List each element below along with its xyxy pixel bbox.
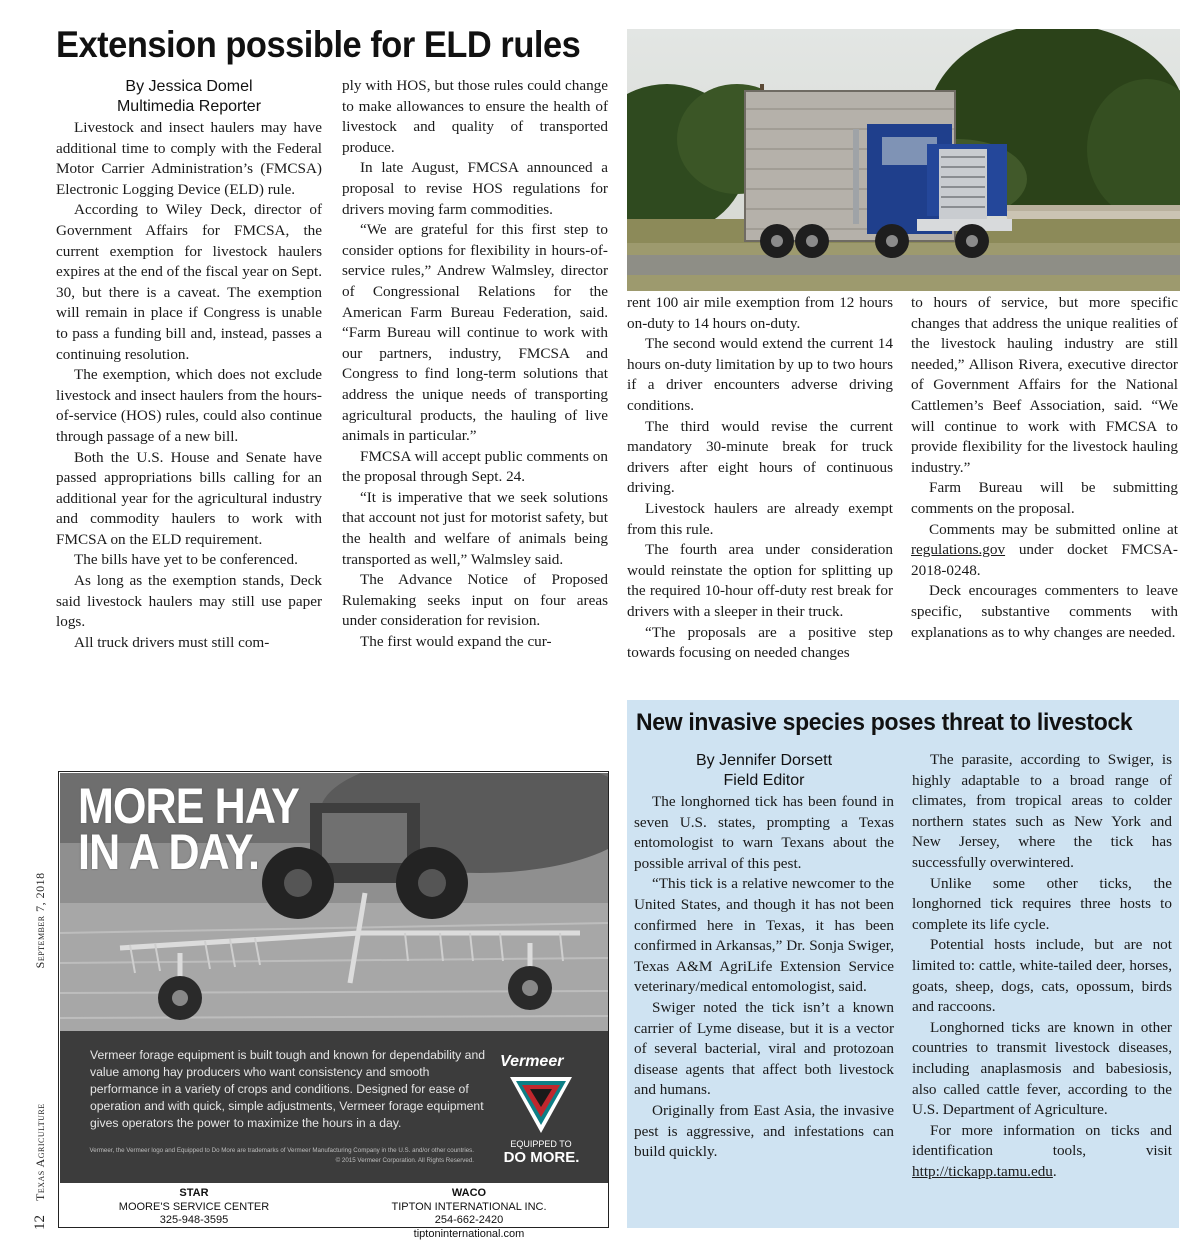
byline-story2: [634, 751, 894, 791]
vermeer-tagline-1: EQUIPPED TO: [510, 1139, 572, 1149]
paragraph: All truck drivers must still com-: [74, 633, 270, 651]
page-number: 12: [32, 1215, 48, 1230]
dealer-phone: 325-948-3595: [159, 1214, 229, 1226]
paragraph: ply with HOS, but those rules could change to make allowances to ensure the health of livestock and quality of transported produce.: [342, 77, 608, 156]
paragraph: Farm Bureau will be submitting comments on the proposal.: [911, 479, 1178, 517]
paragraph: Longhorned ticks are known in other countries to transmit livestock diseases, including anaplasmosis and babesiosis, also called cattle fever, according to the U.S. Department of Agriculture.: [912, 1018, 1172, 1119]
story1-column-1: [56, 118, 322, 653]
story2-column-1: [634, 792, 894, 1163]
paragraph: The first would expand the cur-: [360, 633, 552, 651]
paragraph: The Advance Notice of Proposed Rulemaking seeks input on four areas under consideration for revision.: [342, 571, 608, 630]
dealer-star: [84, 1187, 304, 1228]
paragraph: to hours of service, but more specific changes that address the unique realities of the livestock hauling industry are still needed,” Allison Rivera, executive director of Government Affairs for the National Cattlemen’s Beef Association, said. “We will continue to work with FMCSA to provide flexibility for the livestock hauling industry.”: [911, 294, 1178, 476]
paragraph: “This tick is a relative newcomer to the United States, and though it has not been confirmed here in Texas, it has been confirmed in Arkansas,” Dr. Sonja Swiger, Texas A&M AgriLife Extension Service veterinary/medical entomologist, said.: [634, 875, 894, 996]
byline-story1: [56, 77, 322, 117]
ad-copy-panel: [60, 1031, 608, 1183]
paragraph: The fourth area under consideration would reinstate the option for splitting up the required 10-hour off-duty rest break for drivers with a sleeper in their truck.: [627, 541, 893, 620]
tick-story-box: [627, 700, 1179, 1228]
paragraph: FMCSA will accept public comments on the proposal through Sept. 24.: [342, 447, 608, 486]
paragraph: “The proposals are a positive step towards focusing on needed changes: [627, 623, 893, 662]
byline-title: Multimedia Reporter: [116, 98, 262, 115]
headline-eld: Extension possible for ELD rules: [56, 24, 581, 65]
ad-headline: [78, 778, 299, 880]
headline-tick: New invasive species poses threat to livestock: [636, 709, 1133, 736]
regulations-link[interactable]: regulations.gov: [911, 541, 1006, 559]
byline-name: By Jennifer Dorsett: [695, 752, 833, 769]
paragraph: Swiger noted the tick isn’t a known carrier of Lyme disease, but it is a vector of several bacterial, viral and protozoan disease agents that affect both livestock and humans.: [634, 998, 894, 1099]
dealer-phone: 254-662-2420: [434, 1214, 504, 1226]
paragraph: The bills have yet to be conferenced.: [74, 551, 298, 569]
paragraph: Both the U.S. House and Senate have passed appropriations bills calling for an additional year for the agricultural industry and commodity haulers to work with FMCSA on the ELD requirement.: [56, 448, 322, 548]
livestock-truck-photo: [627, 29, 1180, 291]
dealer-city: STAR: [179, 1187, 209, 1199]
paragraph-more-info: [912, 1121, 1172, 1183]
tickapp-link[interactable]: http://tickapp.tamu.edu: [912, 1162, 1053, 1180]
publication-name: Texas Agriculture: [33, 1103, 47, 1201]
paragraph: “We are grateful for this first step to consider options for flexibility in hours-of-service rules,” Andrew Walmsley, director of Congressional Relations for the American Farm Bureau Federation, said. “Farm Bureau will continue to work with our partners, industry, FMCSA and Congress to find long-term solutions that address the unique needs of transporting agricultural products, the hauling of live animals in particular.”: [342, 221, 608, 445]
story2-column-2: [912, 750, 1172, 1182]
dealer-name: MOORE'S SERVICE CENTER: [118, 1200, 270, 1213]
ad-body-copy: Vermeer forage equipment is built tough and known for dependability and value among hay producers who want consistency and smooth performance in a variety of crops and conditions. Designed for ease of operation and with quick, simple adjustments, Vermeer forage equipment gives operators the power to maximize the hours in a day.: [90, 1048, 485, 1130]
vermeer-shield-icon: [508, 1075, 574, 1140]
paragraph: “It is imperative that we seek solutions that account not just for motorist safety, but the health and welfare of animals being transported as well,” Walmsley said.: [342, 488, 608, 568]
paragraph-comments: [911, 520, 1178, 582]
vermeer-tagline-2: DO MORE.: [503, 1149, 580, 1166]
fine-print-line: © 2015 Vermeer Corporation. All Rights Reserved.: [335, 1157, 474, 1164]
paragraph: Originally from East Asia, the invasive pest is aggressive, and infestations can build quickly.: [634, 1101, 894, 1161]
paragraph: The third would revise the current mandatory 30-minute break for truck drivers after eight hours of continuous driving.: [627, 417, 893, 497]
story1-column-2: [342, 76, 608, 653]
byline-name: By Jessica Domel: [125, 78, 253, 95]
paragraph: Deck encourages commenters to leave specific, substantive comments with explanations as to why changes are needed.: [911, 582, 1178, 641]
paragraph: rent 100 air mile exemption from 12 hours on-duty to 14 hours on-duty.: [627, 294, 893, 332]
ad-headline-line2: IN A DAY.: [78, 824, 260, 880]
dealer-city: WACO: [451, 1187, 487, 1199]
dealer-waco: [359, 1187, 579, 1241]
hay-rake-photo: [60, 773, 608, 1031]
byline-title: Field Editor: [723, 772, 805, 789]
paragraph: The second would extend the current 14 hours on-duty limitation by up to two hours if a driver encounters adverse driving conditions.: [627, 335, 893, 414]
paragraph: The longhorned tick has been found in seven U.S. states, prompting a Texas entomologist to warn Texans about the possible arrival of this pest.: [634, 793, 894, 872]
text: For more information on ticks and identification tools, visit: [912, 1121, 1172, 1160]
text: Comments may be submitted online at: [929, 520, 1178, 538]
fine-print-line: Vermeer, the Vermeer logo and Equipped to Do More are trademarks of Vermeer Manufacturing Company in the U.S. and/or other countries.: [89, 1147, 474, 1154]
dealer-website[interactable]: tiptoninternational.com: [413, 1227, 525, 1240]
ad-fine-print: [74, 1146, 474, 1166]
paragraph: The exemption, which does not exclude livestock and insect haulers from the hours-of-service (HOS) rules, could also continue through passage of a new bill.: [56, 366, 322, 445]
ad-headline-line1: MORE HAY: [78, 778, 299, 834]
paragraph: As long as the exemption stands, Deck said livestock haulers may still use paper logs.: [56, 572, 322, 631]
page-folio: [32, 870, 49, 1230]
paragraph: The parasite, according to Swiger, is highly adaptable to a broad range of climates, from tropical areas to colder northern states such as New York and New Jersey, where the tick has successfully overwintered.: [912, 751, 1172, 871]
paragraph: In late August, FMCSA announced a proposal to revise HOS regulations for drivers moving farm commodities.: [342, 159, 608, 218]
paragraph: Livestock haulers are already exempt from this rule.: [627, 499, 893, 538]
vermeer-logo-text: Vermeer: [500, 1053, 564, 1070]
dealer-name: TIPTON INTERNATIONAL INC.: [391, 1200, 547, 1213]
text: .: [1052, 1162, 1057, 1180]
vermeer-advertisement[interactable]: [58, 771, 609, 1240]
paragraph: Livestock and insect haulers may have additional time to comply with the Federal Motor Carrier Administration’s (FMCSA) Electronic Logging Device (ELD) rule.: [56, 119, 322, 198]
paragraph: According to Wiley Deck, director of Government Affairs for FMCSA, the current exemption for livestock haulers expires at the end of the fiscal year on Sept. 30, but there is a caveat. The exemption will remain in place if Congress is unable to pass a funding bill and, instead, passes a continuing resolution.: [56, 201, 322, 363]
issue-date: September 7, 2018: [33, 872, 47, 969]
story1-column-4: [911, 293, 1178, 643]
story1-column-3: [627, 293, 893, 664]
paragraph: Unlike some other ticks, the longhorned tick requires three hosts to complete its life cycle.: [912, 874, 1172, 933]
paragraph: Potential hosts include, but are not limited to: cattle, white-tailed deer, horses, goats, sheep, dogs, cats, opossum, birds and raccoons.: [912, 936, 1172, 1016]
text: under docket FMCSA-2018-0248.: [911, 541, 1178, 579]
